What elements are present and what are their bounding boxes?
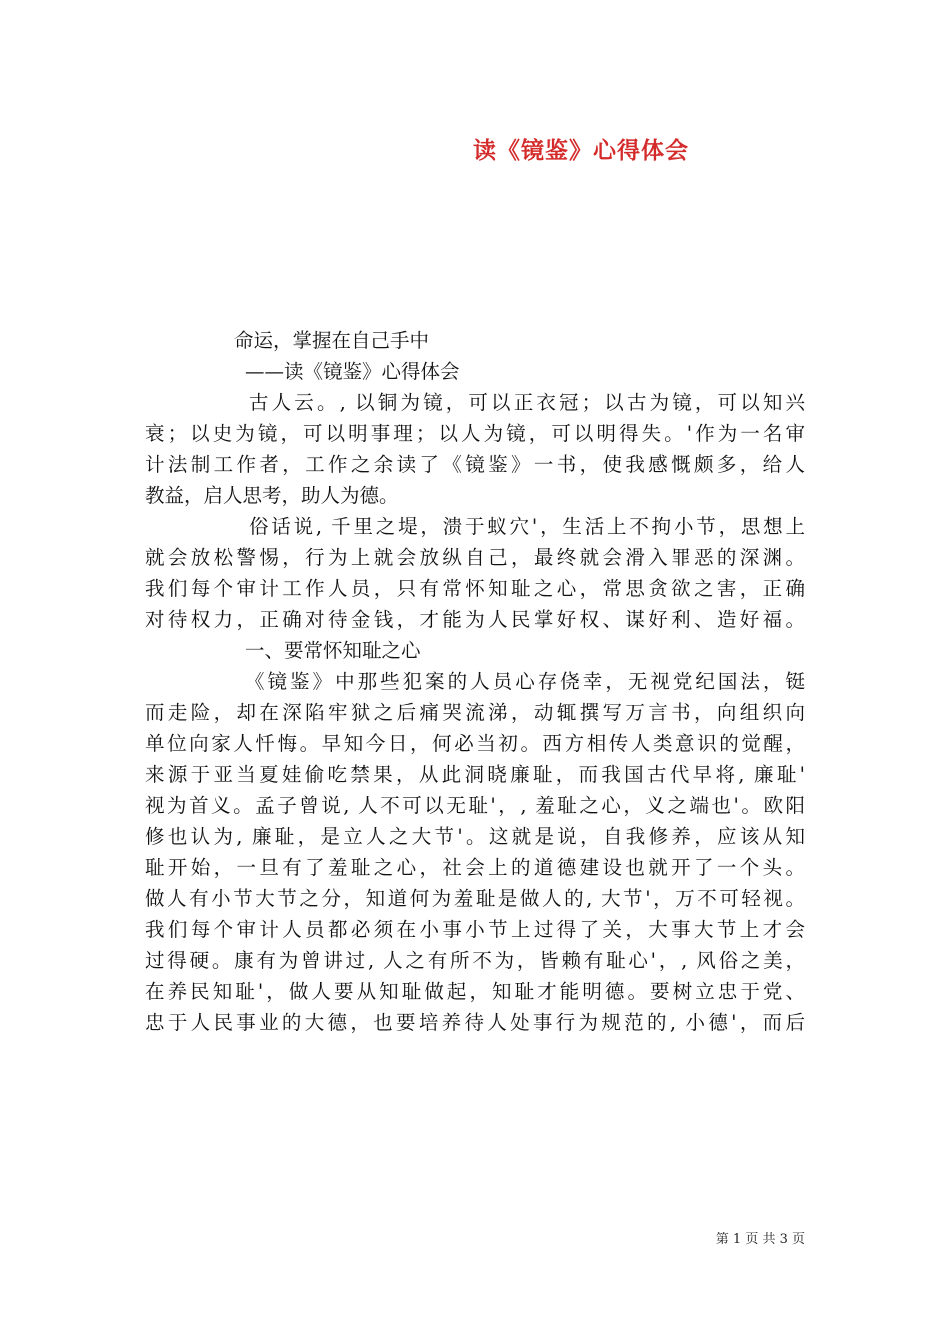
- paragraph-line: 俗话说, 千里之堤，溃于蚁穴'，生活上不拘小节，思想上: [249, 515, 805, 538]
- paragraph-line: 来源于亚当夏娃偷吃禁果，从此洞晓廉耻，而我国古代早将, 廉耻': [145, 763, 805, 786]
- paragraph-line: 忠于人民事业的大德，也要培养待人处事行为规范的, 小德'，而后: [145, 1011, 805, 1034]
- page-number-footer: 第 1 页 共 3 页: [715, 1232, 805, 1247]
- paragraph-line: 《镜鉴》中那些犯案的人员心存侥幸，无视党纪国法，铤: [245, 670, 805, 693]
- subtitle-reference-line: ——读《镜鉴》心得体会: [245, 360, 460, 383]
- paragraph-line: 我们每个审计工作人员，只有常怀知耻之心，常思贪欲之害，正确: [145, 577, 805, 600]
- paragraph-line: 古人云。, 以铜为镜，可以正衣冠；以古为镜，可以知兴: [249, 391, 805, 414]
- paragraph-line: 做人有小节大节之分，知道何为羞耻是做人的, 大节'，万不可轻视。: [145, 887, 805, 910]
- paragraph-line: 对待权力，正确对待金钱，才能为人民掌好权、谋好利、造好福。: [145, 608, 805, 631]
- paragraph-line: 视为首义。孟子曾说, 人不可以无耻'，, 羞耻之心，义之端也'。欧阳: [145, 794, 805, 817]
- document-title: 读《镜鉴》心得体会: [473, 138, 689, 164]
- paragraph-line: 而走险，却在深陷牢狱之后痛哭流涕，动辄撰写万言书，向组织向: [145, 701, 805, 724]
- paragraph-line: 过得硬。康有为曾讲过, 人之有所不为，皆赖有耻心'，, 风俗之美，: [145, 949, 805, 972]
- paragraph-line: 计法制工作者，工作之余读了《镜鉴》一书，使我感慨颇多，给人: [145, 453, 805, 476]
- paragraph-line: 修也认为, 廉耻，是立人之大节'。这就是说，自我修养，应该从知: [145, 825, 805, 848]
- paragraph-line: 单位向家人忏悔。早知今日，何必当初。西方相传人类意识的觉醒，: [145, 732, 805, 755]
- paragraph-line: 我们每个审计人员都必须在小事小节上过得了关，大事大节上才会: [145, 918, 805, 941]
- paragraph-line: 耻开始，一旦有了羞耻之心，社会上的道德建设也就开了一个头。: [145, 856, 805, 879]
- paragraph-line: 衰；以史为镜，可以明事理；以人为镜，可以明得失。'作为一名审: [145, 422, 805, 445]
- subtitle-line: 命运，掌握在自己手中: [234, 329, 430, 352]
- paragraph-line: 就会放松警惕，行为上就会放纵自己，最终就会滑入罪恶的深渊。: [145, 546, 805, 569]
- paragraph-line: 教益，启人思考，助人为德。: [145, 484, 399, 507]
- document-body: [145, 325, 805, 1038]
- paragraph-line: 在养民知耻'，做人要从知耻做起，知耻才能明德。要树立忠于党、: [145, 980, 805, 1003]
- section-heading: 一、要常怀知耻之心: [245, 639, 421, 662]
